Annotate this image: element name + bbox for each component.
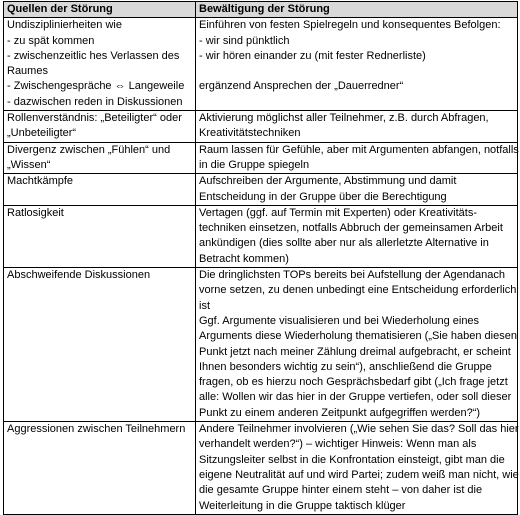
header-sources: Quellen der Störung: [4, 2, 196, 18]
remedy-cell-line: Die dringlichsten TOPs bereits bei Aufstellung der Agendanach: [199, 269, 505, 282]
header-remedies: Bewältigung der Störung: [196, 2, 518, 18]
source-cell-line: „Wissen“: [7, 158, 51, 171]
remedy-cell-line: techniken einsetzen, notfalls Abbruch der gemeinsamen Arbeit: [199, 222, 503, 235]
source-cell-line: Abschweifende Diskussionen: [7, 269, 151, 282]
source-cell: [4, 142, 196, 174]
remedy-cell-line: Aufschreiben der Argumente, Abstimmung und damit: [199, 175, 457, 188]
source-cell: [4, 111, 196, 143]
remedy-cell-line: Weiterleitung in die Gruppe taktisch klüger: [199, 499, 406, 512]
remedy-cell-line: in die Gruppe spiegeln: [199, 158, 310, 171]
remedy-cell-line: Ihnen besonders wichtig zu sein“), anschließend die Gruppe: [199, 360, 492, 373]
remedy-cell-line: alle: Wollen wir das hier in der Gruppe vertiefen, oder soll dieser: [199, 391, 512, 404]
remedy-cell: [196, 268, 518, 422]
remedy-cell-line: fragen, ob es hierzu noch Gesprächsbedarf gibt („Ich frage jetzt: [199, 376, 508, 389]
disruption-table: [3, 1, 518, 515]
source-cell-line: Ratlosigkeit: [7, 206, 64, 219]
remedy-cell-line: Arguments diese Wiederholung thematisieren („Sie haben diesen: [199, 330, 517, 343]
source-cell-line: Divergenz zwischen „Fühlen“ und: [7, 143, 171, 156]
table-row: [4, 205, 518, 267]
table-row: [4, 18, 518, 111]
remedy-cell-line: verhandelt werden?“) – wichtiger Hinweis: Wenn man als: [199, 438, 477, 451]
remedy-cell-line: Vertagen (ggf. auf Termin mit Experten) oder Kreativitäts-: [199, 206, 477, 219]
source-cell-line: - Zwischengespräche ⇔ Langeweile: [7, 80, 185, 93]
remedy-cell-line: eigene Neutralität auf und wird Partei; zudem weiß man nicht, wie: [199, 468, 519, 481]
remedy-cell-line: [199, 64, 514, 79]
source-cell-line: „Unbeteiligter“: [7, 127, 77, 140]
remedy-cell-line: ergänzend Ansprechen der „Dauerredner“: [199, 80, 404, 93]
source-cell: [4, 268, 196, 422]
remedy-cell-line: ist: [199, 299, 210, 312]
remedy-cell-line: Ggf. Argumente visualisieren und bei Wiederholung eines: [199, 314, 480, 327]
remedy-cell: [196, 422, 518, 515]
source-cell-line: - zu spät kommen: [7, 34, 95, 47]
source-cell-line: - dazwischen reden in Diskussionen: [7, 95, 183, 108]
source-cell-line: - zwischenzeitlic hes Verlassen des: [7, 49, 180, 62]
table-row: [4, 268, 518, 422]
source-cell-line: Machtkämpfe: [7, 175, 74, 188]
remedy-cell-line: Andere Teilnehmer involvieren („Wie sehen Sie das? Soll das hier: [199, 423, 519, 436]
remedy-cell-line: Entscheidung in der Gruppe über die Berechtigung: [199, 190, 447, 203]
remedy-cell-line: [199, 95, 514, 110]
remedy-cell-line: Sitzungsleiter selbst in die Konfrontation einsteigt, gibt man die: [199, 453, 505, 466]
source-cell: [4, 205, 196, 267]
source-cell-line: Aggressionen zwischen Teilnehmern: [7, 423, 186, 436]
remedy-cell: [196, 142, 518, 174]
source-cell: [4, 422, 196, 515]
remedy-cell-line: vorne setzen, zu denen unbedingt eine Entscheidung erforderlich: [199, 284, 517, 297]
remedy-cell-line: Punkt zu einem anderen Zeitpunkt aufgegriffen werden?“): [199, 406, 481, 419]
table-row: [4, 422, 518, 515]
remedy-cell-line: Kreativitätstechniken: [199, 127, 301, 140]
remedy-cell: [196, 205, 518, 267]
remedy-cell-line: - wir hören einander zu (mit fester Rednerliste): [199, 49, 426, 62]
table-row: [4, 142, 518, 174]
source-cell-line: Undisziplinierheiten wie: [7, 19, 122, 32]
source-cell: [4, 18, 196, 111]
table-row: [4, 174, 518, 206]
remedy-cell: [196, 174, 518, 206]
remedy-cell-line: Einführen von festen Spielregeln und konsequentes Befolgen:: [199, 19, 501, 32]
remedy-cell: [196, 111, 518, 143]
remedy-cell-line: die gesamte Gruppe hinter einem steht – von daher ist die: [199, 484, 483, 497]
remedy-cell-line: - wir sind pünktlich: [199, 34, 290, 47]
remedy-cell-line: Betracht kommen): [199, 252, 289, 265]
remedy-cell-line: ankündigen (dies sollte aber nur als allerletzte Alternative in: [199, 237, 489, 250]
table-row: [4, 111, 518, 143]
remedy-cell-line: Punkt jetzt nach meiner Zählung dreimal aufgebracht, er scheint: [199, 345, 511, 358]
source-cell-line: Raumes: [7, 65, 48, 78]
table-header-row: [4, 2, 518, 18]
remedy-cell-line: Aktivierung möglichst aller Teilnehmer, z.B. durch Abfragen,: [199, 112, 489, 125]
source-cell-line: Rollenverständnis: „Beteiligter“ oder: [7, 112, 182, 125]
source-cell: [4, 174, 196, 206]
remedy-cell-line: Raum lassen für Gefühle, aber mit Argumenten abfangen, notfalls: [199, 143, 519, 156]
remedy-cell: [196, 18, 518, 111]
